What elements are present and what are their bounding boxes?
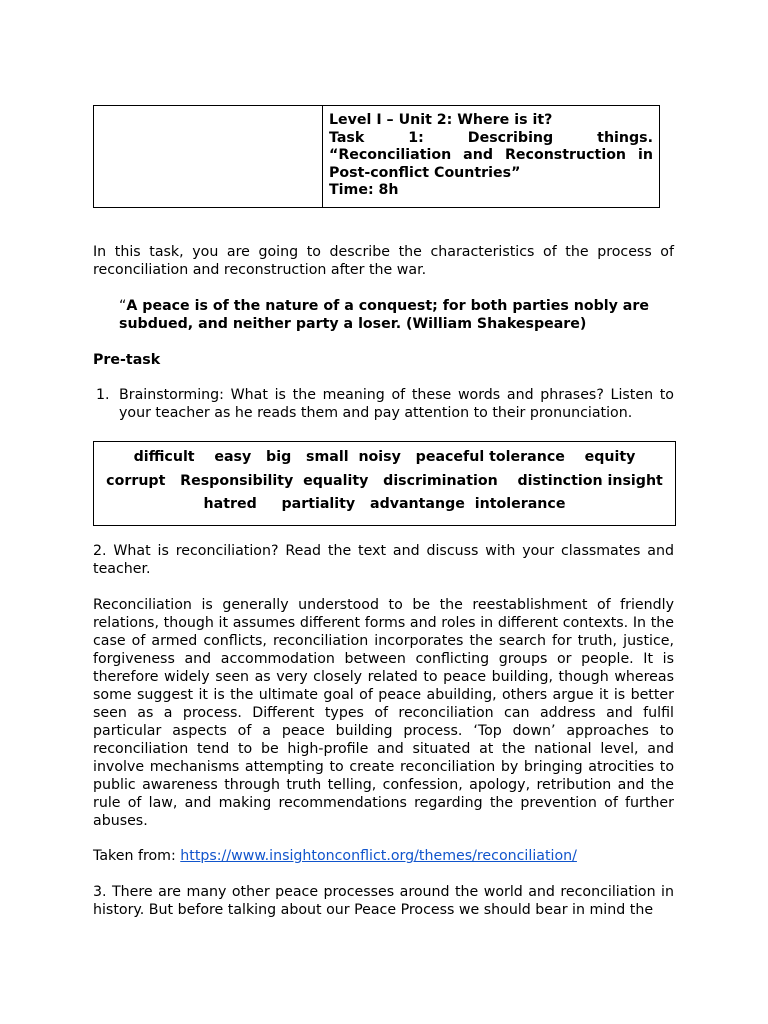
quote-text: A peace is of the nature of a conquest; for both parties nobly are subdued, and neither party a loser. (William Shakespeare) <box>119 298 649 332</box>
quote-block <box>119 297 649 333</box>
header-empty-cell <box>94 106 323 207</box>
header-table <box>93 105 660 208</box>
task-subtitle: “Reconciliation and Reconstruction in Post-conflict Countries” <box>329 147 653 181</box>
vocabulary-line-2: corrupt Responsibility equality discrimination distinction insight <box>106 472 663 489</box>
vocabulary-line-1: difficult easy big small noisy peaceful tolerance equity <box>133 449 636 465</box>
source-label: Taken from: <box>93 848 181 864</box>
list-item-1 <box>93 386 674 422</box>
question-2: 2. What is reconciliation? Read the text and discuss with your classmates and teacher. <box>93 543 674 577</box>
source-line <box>93 847 674 865</box>
reading-text: Reconciliation is generally understood to be the reestablishment of friendly relations, though it assumes different forms and roles in different contexts. In the case of armed conflicts, reconciliation incorporates the search for truth, justice, forgiveness and accommodation between conflicting groups or people. It is therefore widely seen as very closely related to peace building, though whereas some suggest it is the ultimate goal of peace abuilding, others argue it is better seen as a process. Different types of reconciliation can address and fulfil particular aspects of a peace building process. ‘Top down’ approaches to reconciliation tend to be high-profile and situated at the national level, and involve mechanisms attempting to create reconciliation by bringing atrocities to public awareness through truth telling, confession, apology, retribution and the rule of law, and making recommendations regarding the prevention of further abuses. <box>93 597 674 829</box>
quote-open-mark: “ <box>119 298 127 314</box>
intro-paragraph: In this task, you are going to describe the characteristics of the process of reconciliation and reconstruction after the war. <box>93 244 674 278</box>
question-3: 3. There are many other peace processes around the world and reconciliation in history. But before talking about our Peace Process we should bear in mind the <box>93 884 674 918</box>
vocabulary-box <box>93 441 676 526</box>
source-link[interactable]: https://www.insightonconflict.org/themes/reconciliation/ <box>180 848 577 864</box>
unit-title: Level I – Unit 2: Where is it? <box>329 112 553 128</box>
header-info-cell <box>323 106 659 207</box>
list-item-text: Brainstorming: What is the meaning of these words and phrases? Listen to your teacher as he reads them and pay attention to their pronunciation. <box>119 387 674 421</box>
vocabulary-line-3: hatred partiality advantange intolerance <box>203 496 566 512</box>
pretask-heading: Pre-task <box>93 352 161 368</box>
list-number: 1. <box>96 387 110 403</box>
task-time: Time: 8h <box>329 182 399 198</box>
task-title: Task 1: Describing things. <box>329 129 653 146</box>
